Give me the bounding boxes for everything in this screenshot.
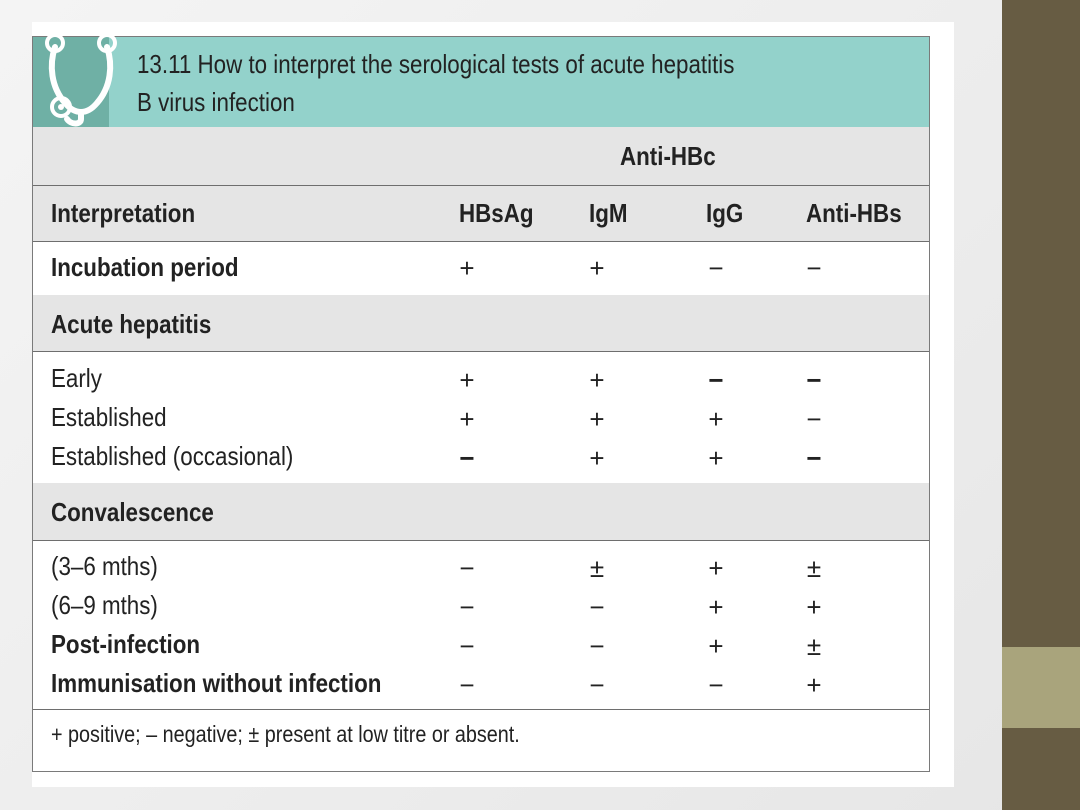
cell-value: − xyxy=(459,631,475,661)
cell-value: + xyxy=(806,592,822,622)
table-header xyxy=(33,37,929,127)
row-label: (3–6 mths) xyxy=(51,551,158,581)
rule xyxy=(33,540,929,541)
col-interpretation: Interpretation xyxy=(51,198,196,228)
title-line-1: 13.11 How to interpret the serological tests of acute hepatitis xyxy=(137,49,735,79)
row-incubation-label: Incubation period xyxy=(51,252,239,282)
row-label: (6–9 mths) xyxy=(51,590,158,620)
col-igg: IgG xyxy=(706,198,744,228)
cell-value: − xyxy=(589,631,605,661)
cell-value: − xyxy=(806,404,822,434)
section-acute-hepatitis: Acute hepatitis xyxy=(51,309,212,339)
row-label: Established xyxy=(51,402,167,432)
table-panel xyxy=(32,36,930,772)
table-title xyxy=(137,45,773,121)
cell-value: + xyxy=(708,443,724,473)
cell-value: + xyxy=(459,253,475,283)
cell-value: − xyxy=(708,253,724,283)
cell-value: − xyxy=(459,592,475,622)
cell-value: − xyxy=(459,553,475,583)
row-label: Post-infection xyxy=(51,629,201,659)
cell-value: − xyxy=(589,670,605,700)
slide-sidebar-accent xyxy=(1002,647,1080,728)
cell-value: + xyxy=(708,592,724,622)
cell-value: + xyxy=(589,443,605,473)
cell-value: + xyxy=(708,404,724,434)
cell-value: − xyxy=(708,670,724,700)
table-figure xyxy=(32,22,954,787)
col-anti-hbs: Anti-HBs xyxy=(806,198,902,228)
cell-value: − xyxy=(708,365,724,395)
col-hbsag: HBsAg xyxy=(459,198,534,228)
cell-value: + xyxy=(708,553,724,583)
section-convalescence: Convalescence xyxy=(51,497,214,527)
cell-value: ± xyxy=(806,631,822,661)
table-footnote: + positive; – negative; ± present at low titre or absent. xyxy=(51,721,520,747)
cell-value: − xyxy=(806,443,822,473)
rule xyxy=(33,241,929,242)
cell-value: − xyxy=(806,253,822,283)
cell-value: − xyxy=(589,592,605,622)
cell-value: − xyxy=(806,365,822,395)
cell-value: − xyxy=(459,670,475,700)
cell-value: + xyxy=(459,404,475,434)
col-igm: IgM xyxy=(589,198,628,228)
cell-value: + xyxy=(589,365,605,395)
rule xyxy=(33,351,929,352)
cell-value: ± xyxy=(589,553,605,583)
row-label: Early xyxy=(51,363,102,393)
cell-value: + xyxy=(459,365,475,395)
cell-value: + xyxy=(589,253,605,283)
title-line-2: B virus infection xyxy=(137,87,295,117)
cell-value: + xyxy=(589,404,605,434)
stethoscope-icon xyxy=(41,21,121,129)
rule xyxy=(33,709,929,710)
cell-value: ± xyxy=(806,553,822,583)
group-header-band xyxy=(33,127,929,185)
cell-value: − xyxy=(459,443,475,473)
cell-value: + xyxy=(708,631,724,661)
cell-value: + xyxy=(806,670,822,700)
row-label: Established (occasional) xyxy=(51,441,294,471)
row-label: Immunisation without infection xyxy=(51,668,382,698)
group-header-anti-hbc: Anti-HBc xyxy=(620,141,716,171)
